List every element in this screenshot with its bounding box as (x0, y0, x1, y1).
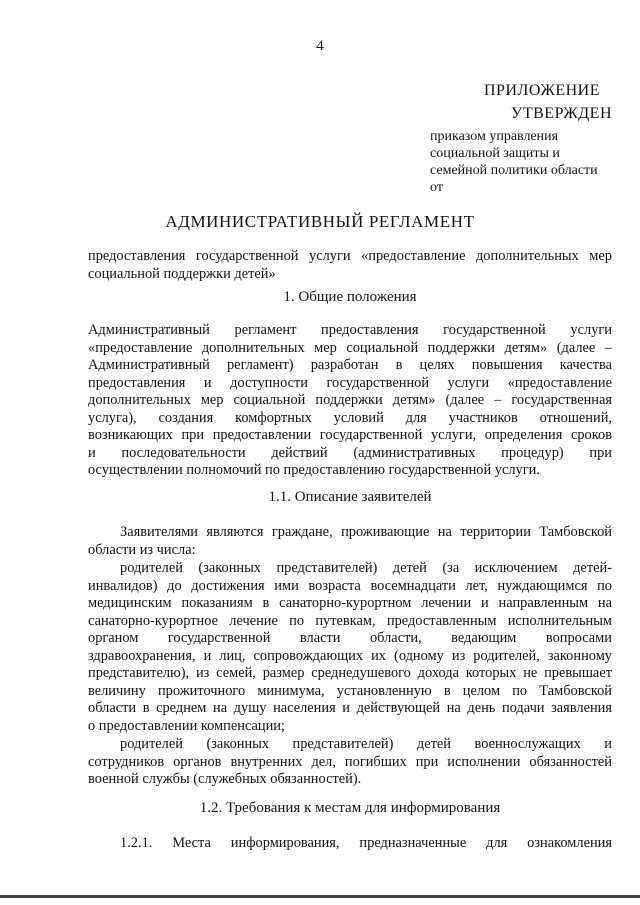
text-line: сотрудников органов внутренних дел, погибших при исполнении обязанностей (88, 753, 612, 770)
text-line: Административный регламент предоставления государственной услуги (88, 322, 612, 338)
text-line: услуга), создания комфортных условий для участников отношений, (88, 409, 612, 426)
order-line: приказом управления (430, 129, 559, 144)
text-line: санаторно-курортное лечение по путевкам, предоставленным исполнительным (88, 612, 612, 629)
section-heading-applicants: 1.1. Описание заявителей (268, 489, 432, 505)
page-number: 4 (316, 38, 324, 54)
text-line: осуществлении полномочий по предоставлению государственной услуги. (88, 462, 540, 478)
text-line: Заявителями являются граждане, проживающие на территории Тамбовской (120, 524, 612, 540)
text-line: медицинским показаниям в санаторно-курортном лечении и направленным на (88, 595, 612, 611)
document-title: АДМИНИСТРАТИВНЫЙ РЕГЛАМЕНТ (165, 212, 475, 231)
order-line: семейной политики области (430, 163, 598, 178)
section-heading-info-places: 1.2. Требования к местам для информирования (199, 800, 501, 816)
text-line: 1.2.1. Места информирования, предназначенные для ознакомления (120, 835, 612, 851)
paragraph-applicants-parents (88, 560, 612, 735)
text-line: предоставления и доступности государственной услуги «предоставление (88, 374, 612, 391)
text-line: здравоохранения, и лиц, сопровождающих их (одному из родителей, законному (88, 647, 612, 664)
section-heading-general: 1. Общие положения (283, 289, 417, 305)
text-line: представителю), из семей, размер среднедушевого дохода которых не превышает (88, 665, 612, 681)
text-line: области в среднем на душу населения и действующей на день подачи заявления (88, 700, 612, 716)
text-line: и последовательности действий (административных процедур) при (88, 444, 612, 461)
page-bottom-edge (0, 895, 640, 898)
text-line: области из числа: (88, 541, 196, 558)
approval-order-block (430, 128, 630, 196)
paragraph-general-provisions (88, 322, 612, 480)
paragraph-applicants-intro (88, 524, 612, 559)
order-line: социальной защиты и (430, 146, 560, 161)
document-subtitle (88, 248, 612, 283)
text-line: военной службы (служебных обязанностей). (88, 771, 362, 787)
text-line: родителей (законных представителей) детей военнослужащих и (120, 736, 612, 752)
text-line: родителей (законных представителей) детей (за исключением детей- (120, 560, 612, 576)
text-line: о предоставлении компенсации; (88, 717, 286, 734)
text-line: предоставления государственной услуги «предоставление дополнительных мер (88, 248, 612, 264)
appendix-label: ПРИЛОЖЕНИЕ (483, 82, 600, 99)
text-line: Административный регламент) разработан в целях повышения качества (88, 357, 612, 373)
text-line: органом государственной власти области, ведающим вопросами (88, 630, 612, 646)
approved-label: УТВЕРЖДЕН (511, 105, 612, 122)
text-line: инвалидов) до достижения ими возраста восемнадцати лет, нуждающимся по (88, 577, 612, 594)
text-line: социальной поддержки детей» (88, 265, 276, 282)
text-line: «предоставление дополнительных мер социальной поддержки детям» (далее – (88, 339, 612, 356)
paragraph-applicants-servicemen (88, 736, 612, 789)
text-line: возникающих при предоставлении государственной услуги, определения сроков (88, 427, 612, 443)
paragraph-info-places (88, 835, 612, 853)
text-line: величину прожиточного минимума, установленную в целом по Тамбовской (88, 682, 612, 699)
order-line: от (430, 180, 443, 195)
text-line: дополнительных мер социальной поддержки детям» (далее – государственная (88, 392, 612, 408)
